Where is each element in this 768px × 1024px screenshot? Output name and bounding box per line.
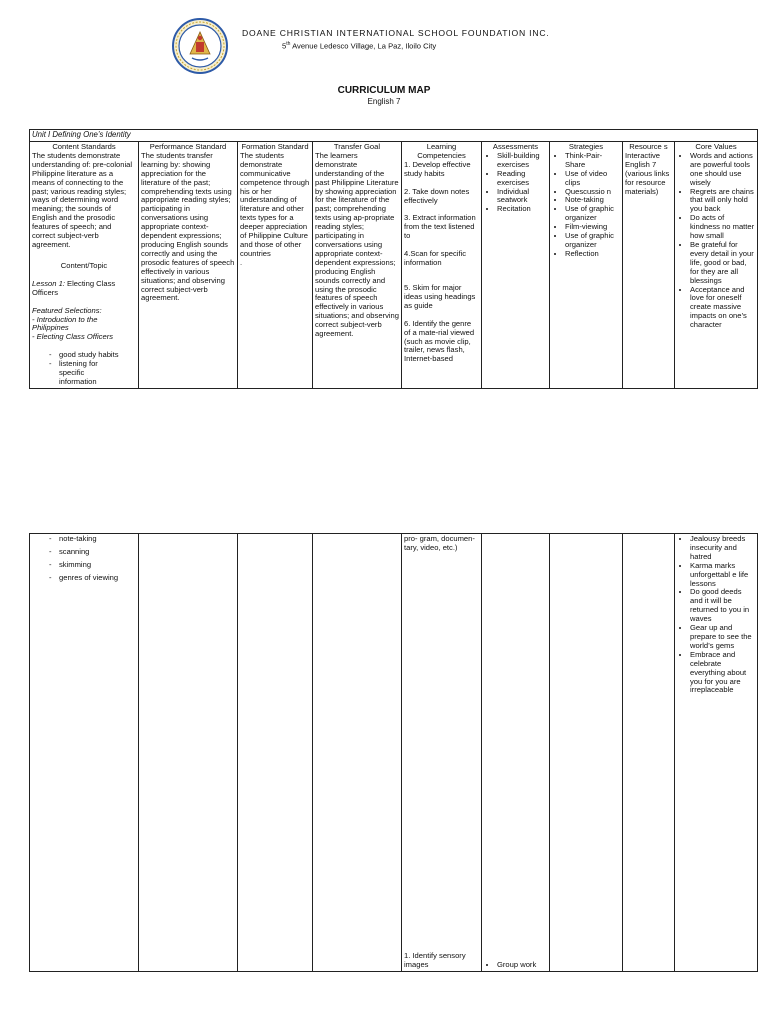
header-formation-standard: Formation Standard	[241, 142, 309, 151]
school-address	[282, 41, 436, 51]
resources-cell	[623, 142, 675, 389]
list-item: • Gear up and prepare to see the world’s gems	[690, 624, 755, 651]
content-standards-cell	[30, 142, 139, 389]
competency-item: 4.Scan for specific information	[404, 249, 467, 268]
list-item: - skimming	[59, 561, 136, 570]
performance-standard-text: The students transfer learning by: showing appreciation for the literature of the past; comprehending texts using appropriate reading styles; participating in conversations using appropriate context-dependent expressions; producing English sounds correctly and using the prosodic features of speech effectively in various situations; and observing correct subject-verb agreement.	[141, 150, 235, 303]
empty-cell	[238, 534, 313, 972]
transfer-goal-cell	[313, 142, 402, 389]
list-item: • Use of graphic organizer	[565, 205, 620, 223]
lesson-label: Lesson 1:	[32, 278, 65, 288]
document-title: CURRICULUM MAP	[337, 85, 431, 96]
list-item: • Think-Pair-Share	[565, 152, 620, 170]
school-name: DOANE CHRISTIAN INTERNATIONAL SCHOOL FOUNDATION INC.	[242, 28, 550, 38]
header-content-standards: Content Standards	[52, 142, 116, 151]
featured-label: Featured Selections:	[32, 305, 102, 315]
empty-cell	[550, 534, 623, 972]
competency-item: 5. Skim for major ideas using headings as guide	[404, 282, 476, 310]
performance-standard-cell	[139, 142, 238, 389]
formation-dot: .	[240, 257, 243, 267]
address-rest: Avenue Ledesco Village, La Paz, Iloilo City	[290, 41, 437, 51]
list-item: - note-taking	[59, 535, 136, 544]
list-item: • Individual seatwork	[497, 188, 547, 206]
learning-competencies-cont-cell	[402, 534, 482, 972]
list-item: • Use of graphic organizer	[565, 232, 620, 250]
list-item: • Note-taking	[565, 196, 620, 205]
list-item: • Regrets are chains that will only hold you back	[690, 188, 755, 215]
core-values-cell	[675, 142, 758, 389]
learning-competencies-cell	[402, 142, 482, 389]
formation-standard-text: The students demonstrate communicative competence through his or her understanding of literature and other texts types for a deeper appreciation of Philippine Culture and those of other countries	[240, 150, 310, 258]
list-item: • Film-viewing	[565, 223, 620, 232]
assessments-list	[484, 152, 547, 214]
competency-item: 3. Extract information from the text listened to	[404, 213, 476, 241]
list-item: • Reflection	[565, 250, 620, 259]
resources-text: Interactive English 7 (various links for resource materials)	[625, 150, 670, 196]
header-assessments: Assessments	[492, 142, 539, 151]
assessments-list-continued	[484, 961, 552, 970]
skills-list	[32, 351, 136, 387]
list-item: • Skill-building exercises	[497, 152, 547, 170]
skills-list-continued	[32, 535, 136, 583]
content-standard-text: The students demonstrate understanding of: pre-colonial Philippine literature as a means of connecting to the past; various reading styles; ways of determining word meaning; the sounds of English and the prosodic features of speech; and correct subject-verb agreement.	[32, 150, 133, 249]
list-item: - genres of viewing	[59, 574, 136, 583]
school-seal-icon	[172, 18, 228, 74]
empty-cell	[313, 534, 402, 972]
list-item: - listening for specific information	[59, 360, 136, 387]
list-item: • Acceptance and love for oneself create massive impacts on one’s character	[690, 286, 755, 331]
featured-item: - Introduction to the Philippines	[32, 314, 98, 333]
empty-cell	[139, 534, 238, 972]
header-transfer-goal: Transfer Goal	[333, 142, 381, 151]
list-item: • Karma marks unforgettabl e life lessons	[690, 562, 755, 589]
competency-item: 2. Take down notes effectively	[404, 186, 470, 205]
list-item: - scanning	[59, 548, 136, 557]
unit-title: Unit I Defining One’s Identity	[30, 130, 758, 142]
list-item: • Do acts of kindness no matter how small	[690, 214, 755, 241]
list-item: • Embrace and celebrate everything about you for you are irreplaceable	[690, 651, 755, 696]
skills-cell	[30, 534, 139, 972]
list-item: • Quescussio n	[565, 188, 620, 197]
header-strategies: Strategies	[568, 142, 604, 151]
competency-item: 6. Identify the genre of a mate-rial viewed (such as movie clip, trailer, news flash, Internet-based	[404, 318, 475, 364]
assessments-cont-cell	[482, 534, 550, 972]
list-item: - good study habits	[59, 351, 136, 360]
list-item: • Words and actions are powerful tools one should use wisely	[690, 152, 755, 188]
curriculum-table-1	[29, 129, 758, 389]
header-core-values: Core Values	[695, 142, 737, 151]
lesson-title: Electing Class Officers	[32, 278, 116, 297]
core-values-list	[677, 152, 755, 330]
list-item: • Do good deeds and it will be returned to you in waves	[690, 588, 755, 624]
school-header	[0, 18, 768, 74]
content-topic-label: Content/Topic	[60, 260, 108, 270]
competency-sensory-images: 1. Identify sensory images	[404, 951, 466, 970]
curriculum-table-2	[29, 533, 758, 972]
featured-item: - Electing Class Officers	[32, 332, 114, 342]
competency-item: 1. Develop effective study habits	[404, 159, 471, 178]
competency-continued: pro- gram, documen- tary, video, etc.)	[404, 534, 475, 552]
header-performance-standard: Performance Standard	[149, 142, 227, 151]
empty-cell	[623, 534, 675, 972]
list-item: • Recitation	[497, 205, 547, 214]
document-subtitle: English 7	[367, 97, 401, 106]
list-item: • Jealousy breeds insecurity and hatred	[690, 535, 755, 562]
address-number: 5	[282, 41, 287, 51]
list-item: • Be grateful for every detail in your life, good or bad, for they are all blessings	[690, 241, 755, 286]
list-item: • Use of video clips	[565, 170, 620, 188]
strategies-list	[552, 152, 620, 259]
list-item: • Group work	[497, 961, 552, 970]
core-values-list-continued	[677, 535, 755, 695]
assessments-cell	[482, 142, 550, 389]
list-item: • Reading exercises	[497, 170, 547, 188]
core-values-cont-cell	[675, 534, 758, 972]
transfer-goal-text: The learners demonstrate understanding of the past Philippine Literature by showing appreciation for the literature of the past; comprehending texts using ap-propriate reading styles; participating in conversations using appropriate context-dependent expressions; producing English sounds correctly and using the prosodic features of speech effectively in various situations; and observing correct subject-verb agreement.	[315, 150, 400, 339]
address-ordinal: th	[286, 41, 291, 47]
header-resources: Resource s	[629, 142, 668, 151]
lesson-line	[32, 280, 136, 298]
header-learning-competencies: Learning Competencies	[417, 142, 466, 160]
formation-standard-cell	[238, 142, 313, 389]
strategies-cell	[550, 142, 623, 389]
